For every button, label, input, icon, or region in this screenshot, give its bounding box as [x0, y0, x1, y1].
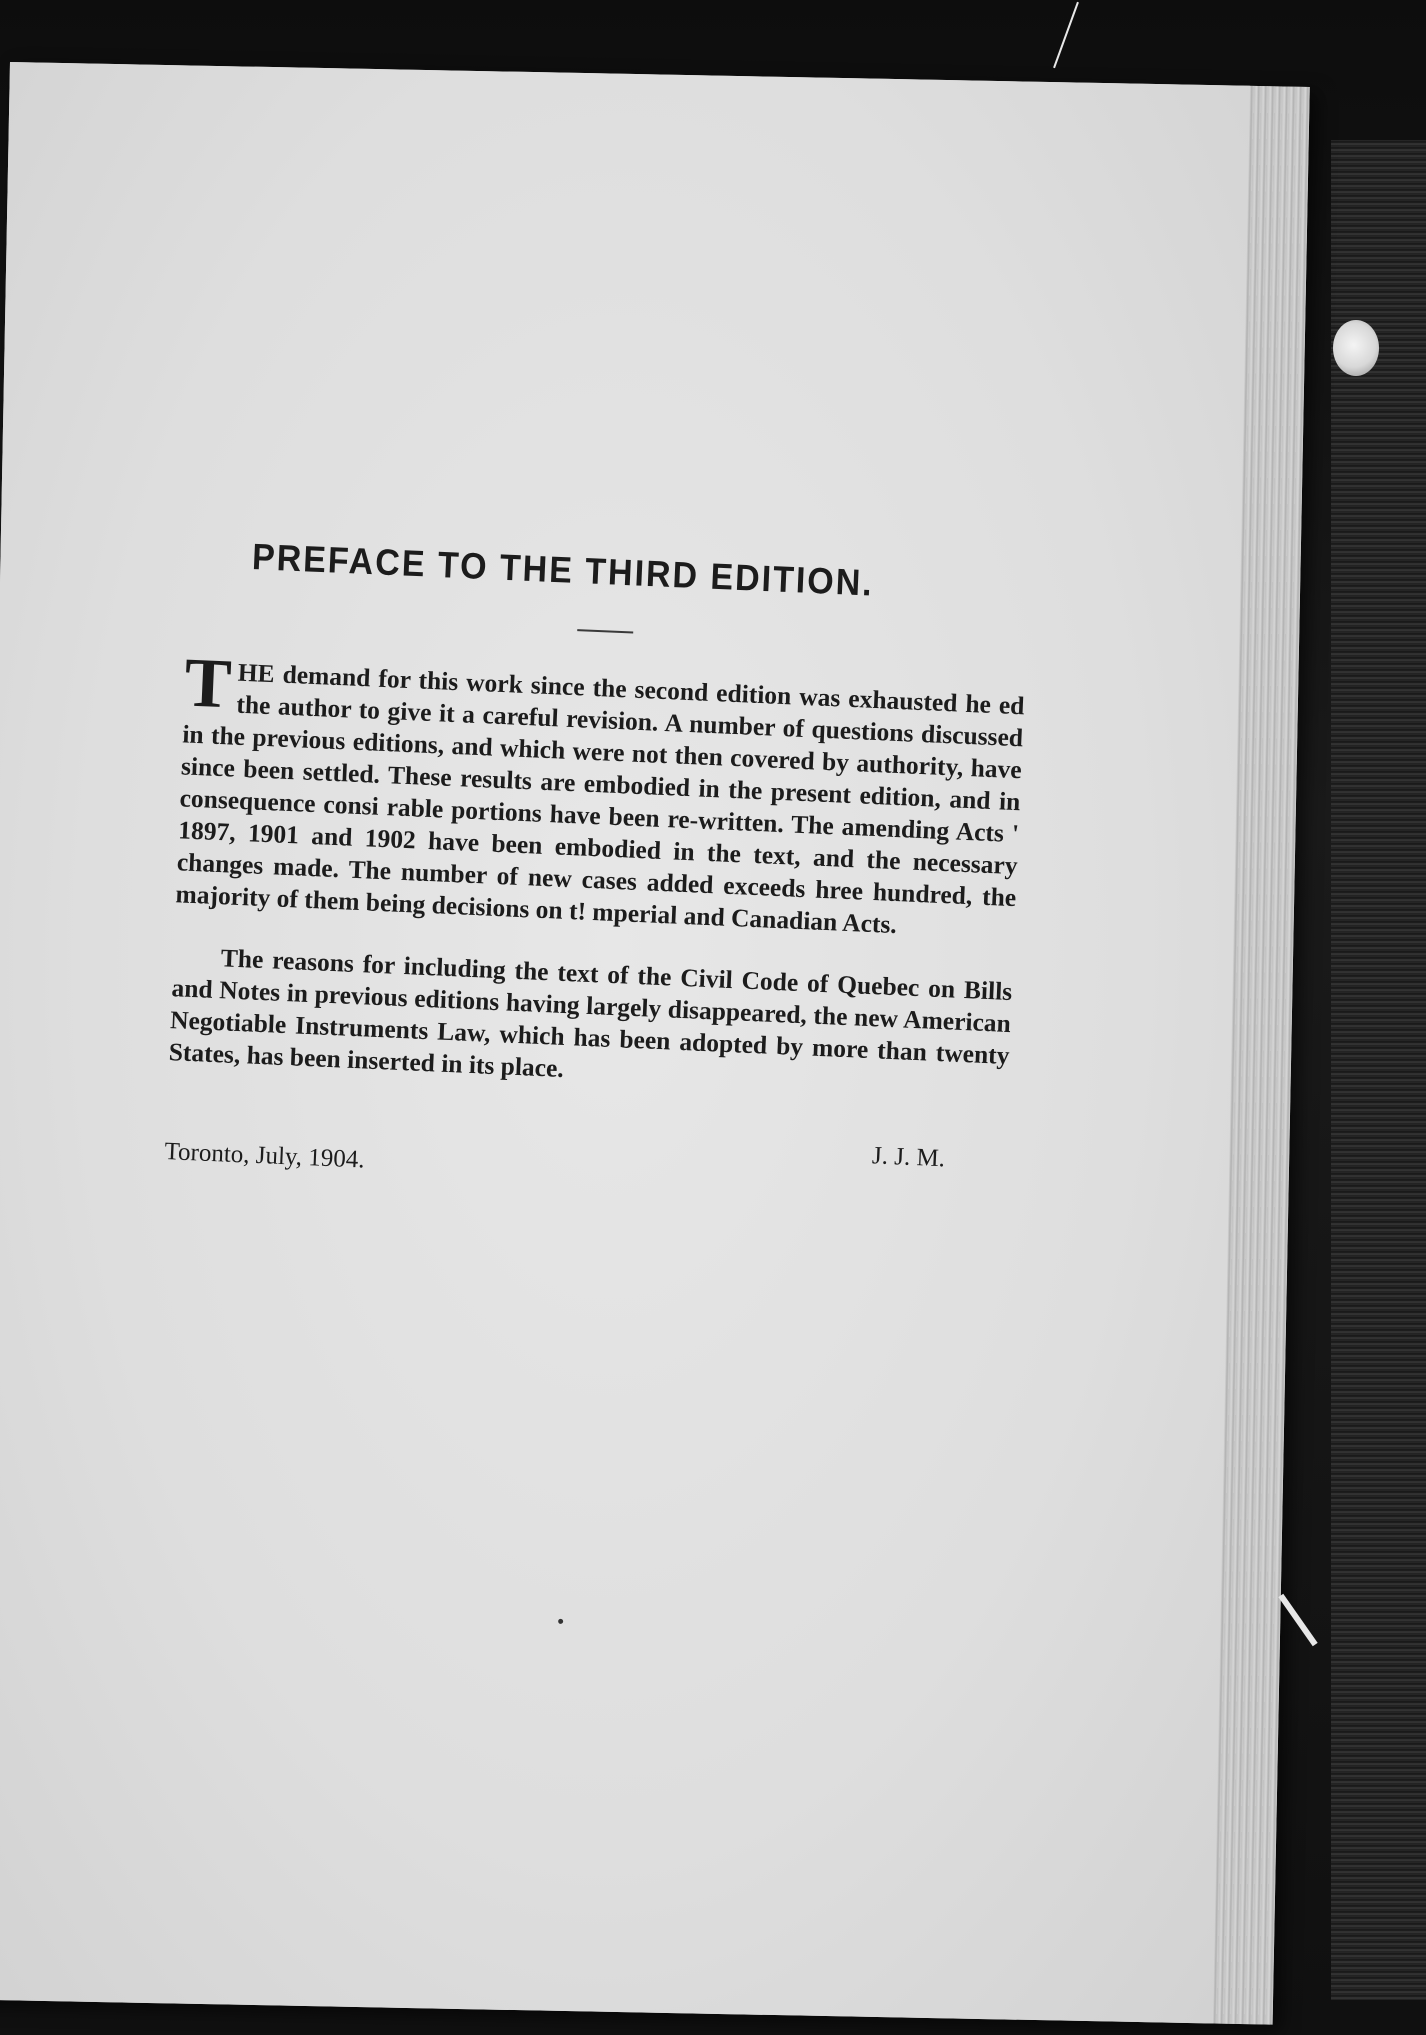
- page-stack: [0, 62, 1310, 2025]
- title-divider: [577, 629, 633, 633]
- ink-speck: [558, 1619, 563, 1624]
- book-page: [0, 62, 1250, 2023]
- place-and-date: Toronto, July, 1904.: [164, 1138, 366, 1174]
- signature-block: [164, 1112, 1006, 1208]
- book-binding: [1331, 140, 1426, 2000]
- preface-paragraph-1: THE demand for this work since the second edition was exhausted he ed the author to give it a careful revision. A number of questions discussed in the previous editions, and which were not then covered by authority, have since been settled. These results are embodied in the present edition, and in consequence consi rable portions have been re-written. The amending Acts ' 1897, 1901 and 1902 have been embodied in the text, and the necessary changes made. The number of new cases added exceeds hree hundred, the majority of them being decisions on t! mperial and Canadian Acts.: [174, 644, 1026, 940]
- page-title: PREFACE TO THE THIRD EDITION.: [251, 536, 875, 605]
- binding-hole: [1333, 320, 1379, 376]
- author-initials: J. J. M.: [871, 1142, 946, 1173]
- page-content: [164, 536, 1030, 1208]
- preface-paragraph-2: The reasons for including the text of the Civil Code of Quebec on Bills and Notes in previous editions having largely disappeared, the new American Negotiable Instruments Law, which has been adopted by more than twenty States, has been inserted in its place.: [168, 943, 1013, 1083]
- film-scratch: [1278, 1594, 1317, 1647]
- film-scratch: [1053, 2, 1079, 68]
